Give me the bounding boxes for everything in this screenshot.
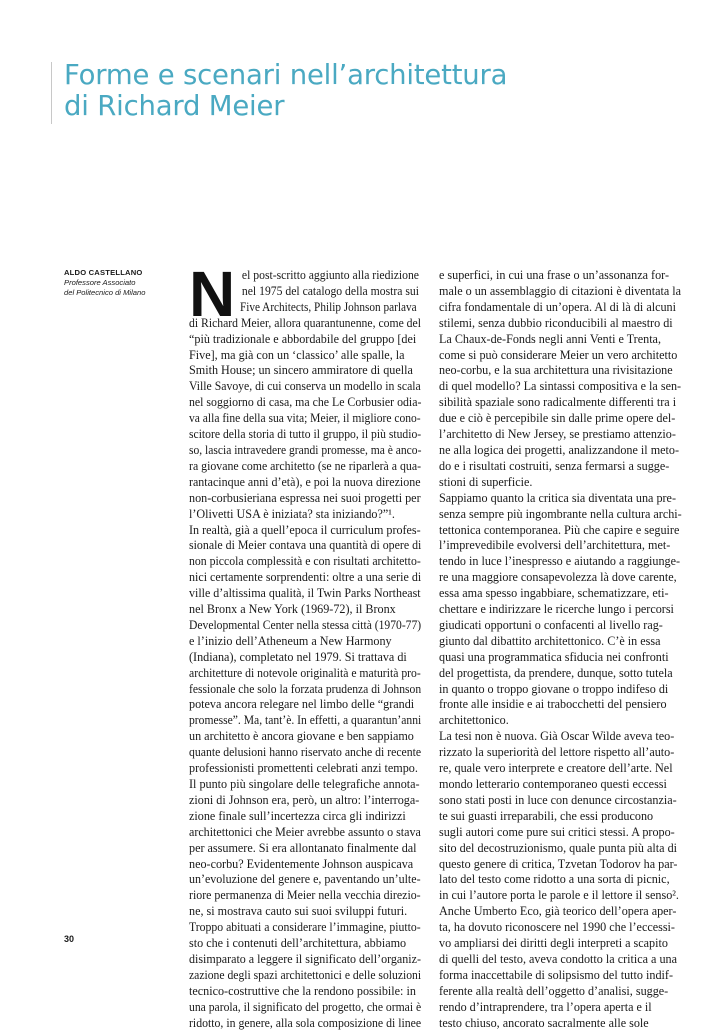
text-line: architettonico.	[439, 713, 509, 728]
text-line: re una maggiore consapevolezza là dove carente,	[439, 570, 677, 585]
text-line: di quelli del testo, aveva condotto la critica a una	[439, 951, 678, 966]
text-line: vo ampliarsi dei diritti degli interpreti a scapito	[439, 936, 668, 951]
text-line: sito del decostruzionismo, quale punta più alta di	[439, 840, 678, 855]
text-line: sono stati posti in luce con denunce circostanzia-	[439, 792, 677, 807]
text-line: zazione degli spazi architettonici e delle soluzioni	[189, 967, 422, 982]
title-line: di Richard Meier	[64, 90, 285, 122]
text-line: fronte alle insidie e ai trabocchetti del pensiero	[439, 697, 667, 712]
text-line: Anche Umberto Eco, già teorico dell’opera aper-	[439, 904, 677, 919]
text-line: tecnico-costruttive che la rendono possibile: in	[189, 983, 416, 998]
left-column-text	[189, 258, 422, 1032]
margin-rule	[51, 62, 52, 124]
text-line: La tesi non è nuova. Già Oscar Wilde aveva teo-	[439, 729, 675, 744]
text-line: un’evoluzione del genere e, paventando un’ulte-	[189, 872, 421, 887]
text-line: Il punto più singolare delle telegrafiche annota-	[189, 777, 420, 791]
text-line: e superfici, in cui una frase o un’assonanza for-	[439, 268, 669, 282]
text-line: ra giovane come architetto (se ne riparlerà a qua-	[189, 458, 422, 473]
text-line: ta, ha dovuto riconoscere nel 1990 che l’eccessi-	[439, 920, 675, 935]
text-line: di Richard Meier, allora quarantunenne, come del	[189, 315, 421, 330]
text-line: Ville Savoye, di cui conserva un modello in scala	[189, 379, 421, 394]
text-line: giudicati opportuni o confacenti al livello rag-	[439, 617, 663, 632]
text-line: professionisti promettenti celebrati anzi tempo.	[189, 761, 418, 776]
text-line: (Indiana), completato nel 1979. Si trattava di	[189, 649, 407, 664]
text-line: promesse”. Ma, tant’è. In effetti, a quarantun’anni	[189, 713, 422, 728]
author-affiliation-line: Professore Associato	[64, 278, 136, 287]
text-line: scitore della storia di tutto il gruppo, il più studio-	[189, 427, 422, 442]
text-line: sionale di Meier contava una quantità di opere di	[189, 538, 422, 553]
text-line: sto che i contenuti dell’architettura, abbiamo	[189, 936, 407, 951]
text-line: sugli autori come pure sui critici stessi. A propo-	[439, 824, 675, 839]
text-line: quasi una programmatica sfiducia nei confronti	[439, 649, 669, 664]
text-line: questo genere di critica, Tzvetan Todorov ha par-	[439, 856, 678, 871]
text-line: di quel modello? La sintassi compositiva e la sen-	[439, 379, 682, 394]
text-line: cifra fondamentale di un’opera. Al di là di alcuni	[439, 299, 676, 314]
text-line: l’architetto di New Jersey, se prestiamo attenzio-	[439, 427, 676, 442]
text-line: Smith House; un sincero ammiratore di quella	[189, 363, 413, 378]
text-line: tendo in luce l’inespresso e aiutando a raggiunge-	[439, 554, 681, 569]
text-line: disimparato a leggere il significato dell’organiz-	[189, 951, 421, 966]
text-line: una parola, il significato del progetto, che ormai è	[189, 999, 422, 1014]
text-line: nici certamente sorprendenti: oltre a una serie di	[189, 570, 422, 585]
text-line: sibilità spaziale sono radicalmente differenti tra i	[439, 395, 677, 410]
body-column-left	[189, 258, 422, 1032]
text-line: Developmental Center nella stessa città (1970-77)	[189, 617, 422, 632]
text-line: male o un assemblaggio di citazioni è diventata la	[439, 283, 682, 298]
text-line: giunto dal dibattito architettonico. C’è in essa	[439, 633, 661, 648]
text-line: rantacinque anni d’età), e poi la nuova direzione	[189, 474, 421, 489]
author-affiliation-line: del Politecnico di Milano	[64, 288, 146, 297]
text-line: neo-corbu? Evidentemente Johnson auspicava	[189, 856, 414, 871]
text-line: nel soggiorno di casa, ma che Le Corbusier odia-	[189, 395, 422, 410]
text-line: stilemi, senza dubbio riconducibili al maestro di	[439, 315, 673, 330]
text-line: rendo d’intraprendere, tra l’opera aperta e il	[439, 999, 652, 1014]
text-line: in quanto o troppo giovane o troppo indifeso di	[439, 681, 669, 696]
text-line: ridotto, in genere, alla sola composizione di linee	[189, 1015, 422, 1030]
text-line: te sui guasti irreparabili, che essi producono	[439, 808, 654, 823]
text-line: poteva ancora relegare nel limbo delle “grandi	[189, 697, 415, 712]
text-line: so, lascia intravedere grandi promesse, ma è anco-	[189, 442, 422, 457]
text-line: nel 1975 del catalogo della mostra sui	[241, 283, 420, 298]
text-line: el post-scritto aggiunto alla riedizione	[241, 268, 419, 282]
text-line: In realtà, già a quell’epoca il curriculum profes-	[189, 522, 421, 537]
text-line: architettonici che Meier avrebbe assunto o stava	[189, 824, 421, 839]
text-line: Five], ma già con un ‘classico’ alle spalle, la	[189, 347, 405, 362]
text-line: rizzato la superiorità del lettore rispetto all’auto-	[439, 745, 675, 760]
text-line: essa ama spesso ingabbiare, schematizzare, eti-	[439, 586, 669, 601]
text-line: non-corbusieriana espressa nei suoi progetti per	[189, 490, 421, 505]
text-line: del progettista, da prendere, dunque, sotto tutela	[439, 665, 673, 680]
text-line: nel Bronx a New York (1969-72), il Bronx	[189, 602, 396, 617]
text-line: ferente alla realtà dell’oggetto d’analisi, sugge-	[439, 983, 669, 998]
text-line: due e ciò è percepibile sin dalle prime opere del-	[439, 411, 676, 426]
text-line: testo chiuso, ancorato sacralmente alle sole	[439, 1015, 649, 1030]
text-line: stioni di superficie.	[439, 474, 533, 489]
text-line: La Chaux-de-Fonds negli anni Venti e Trenta,	[439, 331, 661, 346]
text-line: neo-corbu, e la sua architettura una rivisitazione	[439, 363, 673, 378]
text-line: un architetto è ancora giovane e ben sappiamo	[189, 729, 414, 744]
text-line: Sappiamo quanto la critica sia diventata una pre-	[439, 490, 676, 505]
text-line: “più tradizionale e abbordabile del gruppo [dei	[189, 331, 417, 346]
text-line: e l’inizio dell’Atheneum a New Harmony	[189, 633, 392, 648]
text-line: do e i risultati costruiti, senza fermarsi a sugge-	[439, 458, 670, 473]
text-line: lato del testo come ridotto a una sorta di picnic,	[439, 872, 670, 887]
text-line: va alla fine della sua vita; Meier, il migliore cono-	[189, 411, 421, 426]
text-line: Five Architects, Philip Johnson parlava	[239, 299, 417, 314]
text-line: l’imprevedibile evolversi dell’architettura, met-	[439, 538, 671, 553]
text-line: Troppo abituati a considerare l’immagine, piutto-	[189, 920, 421, 935]
right-column-text	[439, 268, 697, 1032]
author-block	[64, 268, 184, 298]
text-line: mondo letterario contemporaneo questi eccessi	[439, 777, 667, 791]
text-line: l’Olivetti USA è iniziata? sta iniziando?”¹.	[189, 506, 395, 521]
text-line: riore permanenza di Meier nella vecchia direzio-	[189, 888, 421, 903]
text-line: tettonica contemporanea. Più che capire e seguire	[439, 522, 680, 537]
body-column-right	[439, 268, 697, 1032]
text-line: ne, si mostrava cauto sui suoi sviluppi futuri.	[189, 904, 408, 919]
text-line: fessionale che solo la forzata prudenza di Johnson	[189, 681, 422, 696]
article-title	[64, 60, 684, 122]
text-line: zione finale sull’incertezza circa gli indirizzi	[189, 808, 406, 823]
text-line: zioni di Johnson era, però, un altro: l’interroga-	[189, 792, 420, 807]
page-number: 30	[64, 934, 75, 944]
text-line: chettare e indirizzare le ricerche lungo i percorsi	[439, 602, 674, 617]
title-line: Forme e scenari nell’architettura	[64, 59, 508, 91]
text-line: in cui l’autore porta le parole e il lettore il senso².	[439, 888, 679, 903]
text-line: architetture di notevole originalità e maturità pro-	[189, 665, 421, 680]
text-line: ne alla logica dei progetti, analizzandone il meto-	[439, 442, 680, 457]
text-line: senza sempre più ingombrante nella cultura archi-	[439, 506, 682, 521]
text-line: re, quale vero interprete e creatore dell’arte. Nel	[439, 761, 673, 776]
text-line: forma inaccettabile di solipsismo del tutto indif-	[439, 967, 673, 982]
text-line: ville d’altissima qualità, il Twin Parks Northeast	[189, 586, 421, 601]
drop-cap: N	[189, 258, 236, 330]
text-line: come si può considerare Meier un vero architetto	[439, 347, 678, 362]
text-line: non piccola complessità e con risultati architetto-	[189, 554, 421, 569]
text-line: per assumere. Si era allontanato finalmente dal	[189, 840, 417, 855]
author-name: ALDO CASTELLANO	[64, 268, 143, 277]
text-line: quante delusioni hanno riservato anche di recente	[189, 745, 422, 760]
